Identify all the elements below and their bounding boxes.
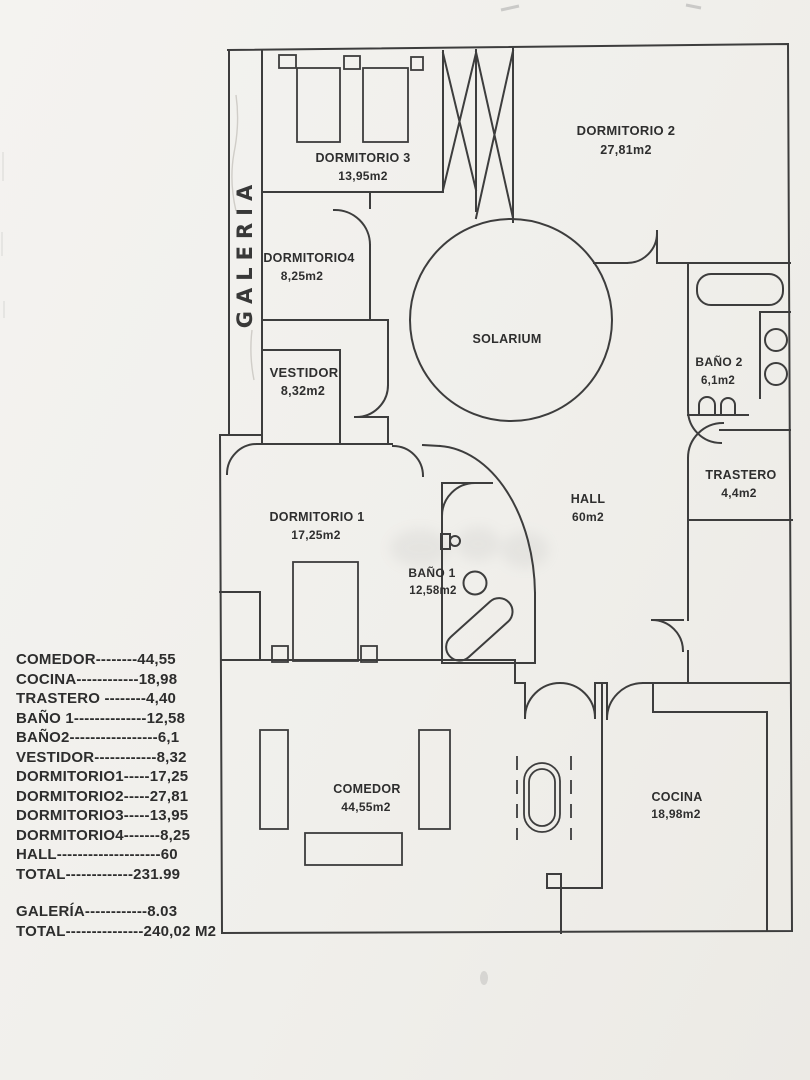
nightstand-icon bbox=[411, 57, 423, 70]
wardrobe-icon bbox=[443, 47, 513, 222]
door-arc-icon bbox=[607, 683, 643, 719]
room-label-hall: HALL bbox=[570, 492, 606, 506]
legend-line: TOTAL-------------231.99 bbox=[16, 865, 181, 883]
column-icon bbox=[547, 874, 561, 888]
room-label-cocina: COCINA bbox=[651, 790, 703, 804]
bed-icon bbox=[363, 68, 408, 142]
room-label-vestidor: VESTIDOR bbox=[269, 365, 339, 380]
room-label-solarium: SOLARIUM bbox=[472, 332, 542, 346]
room-label-dormitorio1: DORMITORIO 1 bbox=[269, 510, 365, 524]
legend-line: COMEDOR--------44,55 bbox=[16, 651, 176, 668]
legend-gap bbox=[16, 884, 226, 902]
table-icon bbox=[305, 833, 402, 865]
door-arc-icon bbox=[560, 683, 595, 718]
room-area-hall: 60m2 bbox=[572, 510, 604, 524]
room-label-bano2: BAÑO 2 bbox=[695, 355, 743, 369]
nightstand-icon bbox=[279, 55, 296, 68]
door-arc-icon bbox=[442, 483, 475, 516]
room-area-dormitorio4: 8,25m2 bbox=[280, 269, 324, 283]
legend-line: DORMITORIO4-------8,25 bbox=[16, 826, 191, 844]
door-leaf bbox=[525, 683, 595, 718]
legend-line: GALERÍA------------8.03 bbox=[16, 903, 178, 920]
legend-line: DORMITORIO3-----13,95 bbox=[16, 807, 189, 824]
sink-icon bbox=[765, 363, 787, 385]
room-area-cocina: 18,98m2 bbox=[651, 807, 701, 821]
room-label-dormitorio3: DORMITORIO 3 bbox=[315, 151, 411, 165]
room-label-comedor: COMEDOR bbox=[333, 782, 401, 796]
room-area-dormitorio2: 27,81m2 bbox=[600, 143, 652, 157]
bathtub-icon bbox=[441, 593, 519, 667]
bano1-walls bbox=[442, 483, 535, 663]
room-area-comedor: 44,55m2 bbox=[341, 800, 391, 814]
legend-line: COCINA------------18,98 bbox=[16, 670, 178, 688]
door-arc-icon bbox=[355, 385, 388, 417]
room-label-trastero: TRASTERO bbox=[705, 468, 777, 482]
door-arc-icon bbox=[652, 620, 683, 651]
legend-line: TOTAL---------------240,02 M2 bbox=[16, 922, 217, 940]
dorm2-walls bbox=[594, 231, 790, 263]
door-arc-icon bbox=[525, 683, 560, 718]
sink-icon bbox=[765, 329, 787, 351]
legend-line: BAÑO 1--------------12,58 bbox=[16, 709, 186, 727]
legend-line: TRASTERO --------4,40 bbox=[16, 690, 177, 707]
room-area-dormitorio1: 17,25m2 bbox=[291, 528, 341, 542]
legend-line: DORMITORIO1-----17,25 bbox=[16, 768, 189, 785]
sofa-icon bbox=[260, 730, 288, 829]
room-area-bano1: 12,58m2 bbox=[409, 585, 457, 597]
door-arc-icon bbox=[334, 210, 370, 245]
room-label-dormitorio4: DORMITORIO4 bbox=[263, 251, 355, 265]
toilet-icon bbox=[464, 572, 487, 595]
legend-line: HALL--------------------60 bbox=[16, 846, 178, 863]
walls bbox=[220, 44, 792, 933]
galeria-handwritten-label: GALERIA bbox=[233, 177, 257, 329]
cocina-walls bbox=[561, 683, 602, 933]
door-arc-icon bbox=[227, 444, 257, 474]
sofa-icon bbox=[419, 730, 450, 829]
legend-line: BAÑO2-----------------6,1 bbox=[16, 729, 180, 746]
door-arc-icon bbox=[393, 446, 423, 476]
room-label-bano1: BAÑO 1 bbox=[408, 566, 456, 580]
bathtub-icon bbox=[697, 274, 783, 305]
door-arc-icon bbox=[627, 233, 657, 263]
bed-icon bbox=[293, 562, 358, 661]
room-area-dormitorio3: 13,95m2 bbox=[338, 169, 388, 183]
furniture bbox=[260, 55, 571, 865]
tap-icon bbox=[688, 397, 748, 415]
room-area-trastero: 4,4m2 bbox=[721, 486, 757, 500]
vestidor-walls bbox=[262, 320, 388, 444]
area-legend bbox=[16, 650, 226, 941]
legend-line: DORMITORIO2-----27,81 bbox=[16, 787, 189, 805]
solarium-circle bbox=[410, 219, 612, 421]
oval-table-icon bbox=[529, 769, 555, 826]
room-labels bbox=[233, 123, 777, 821]
legend-line: VESTIDOR------------8,32 bbox=[16, 748, 187, 766]
corridor-walls bbox=[652, 520, 688, 683]
bed-icon bbox=[297, 68, 340, 142]
room-area-vestidor: 8,32m2 bbox=[280, 384, 326, 398]
room-label-dormitorio2: DORMITORIO 2 bbox=[576, 123, 676, 138]
room-area-bano2: 6,1m2 bbox=[700, 375, 736, 387]
nightstand-icon bbox=[344, 56, 360, 69]
